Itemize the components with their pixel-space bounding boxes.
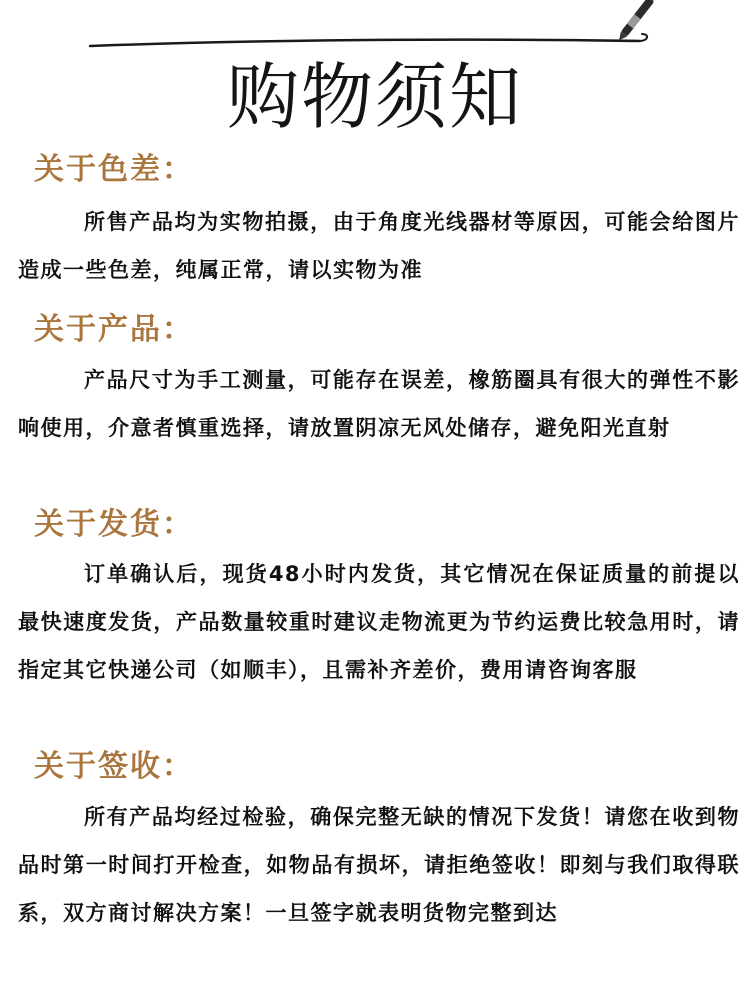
section-heading-color-difference: 关于色差： [34,152,194,187]
page-title: 购物须知 [226,55,523,139]
section-heading-receipt: 关于签收： [34,749,194,784]
section-body-product: 产品尺寸为手工测量，可能存在误差，橡筋圈具有很大的弹性不影响使用，介意者慎重选择，请放置阴凉无风处储存，避免阳光直射 [18,368,740,440]
section-body-receipt: 所有产品均经过检验，确保完整无缺的情况下发货！请您在收到物品时第一时间打开检查，如物品有损坏，请拒绝签收！即刻与我们取得联系，双方商讨解决方案！一旦签字就表明货物完整到达 [18,805,740,925]
section-body-shipping: 订单确认后，现货48小时内发货，其它情况在保证质量的前提以最快速度发货，产品数量较重时建议走物流更为节约运费比较急用时，请指定其它快递公司（如顺丰），且需补齐差价，费用请咨询客服 [18,562,740,682]
section-heading-product: 关于产品： [34,312,194,347]
section-heading-shipping: 关于发货： [34,507,194,542]
pen-icon [616,0,659,43]
section-body-color-difference: 所售产品均为实物拍摄，由于角度光线器材等原因，可能会给图片造成一些色差，纯属正常，请以实物为准 [18,210,740,282]
